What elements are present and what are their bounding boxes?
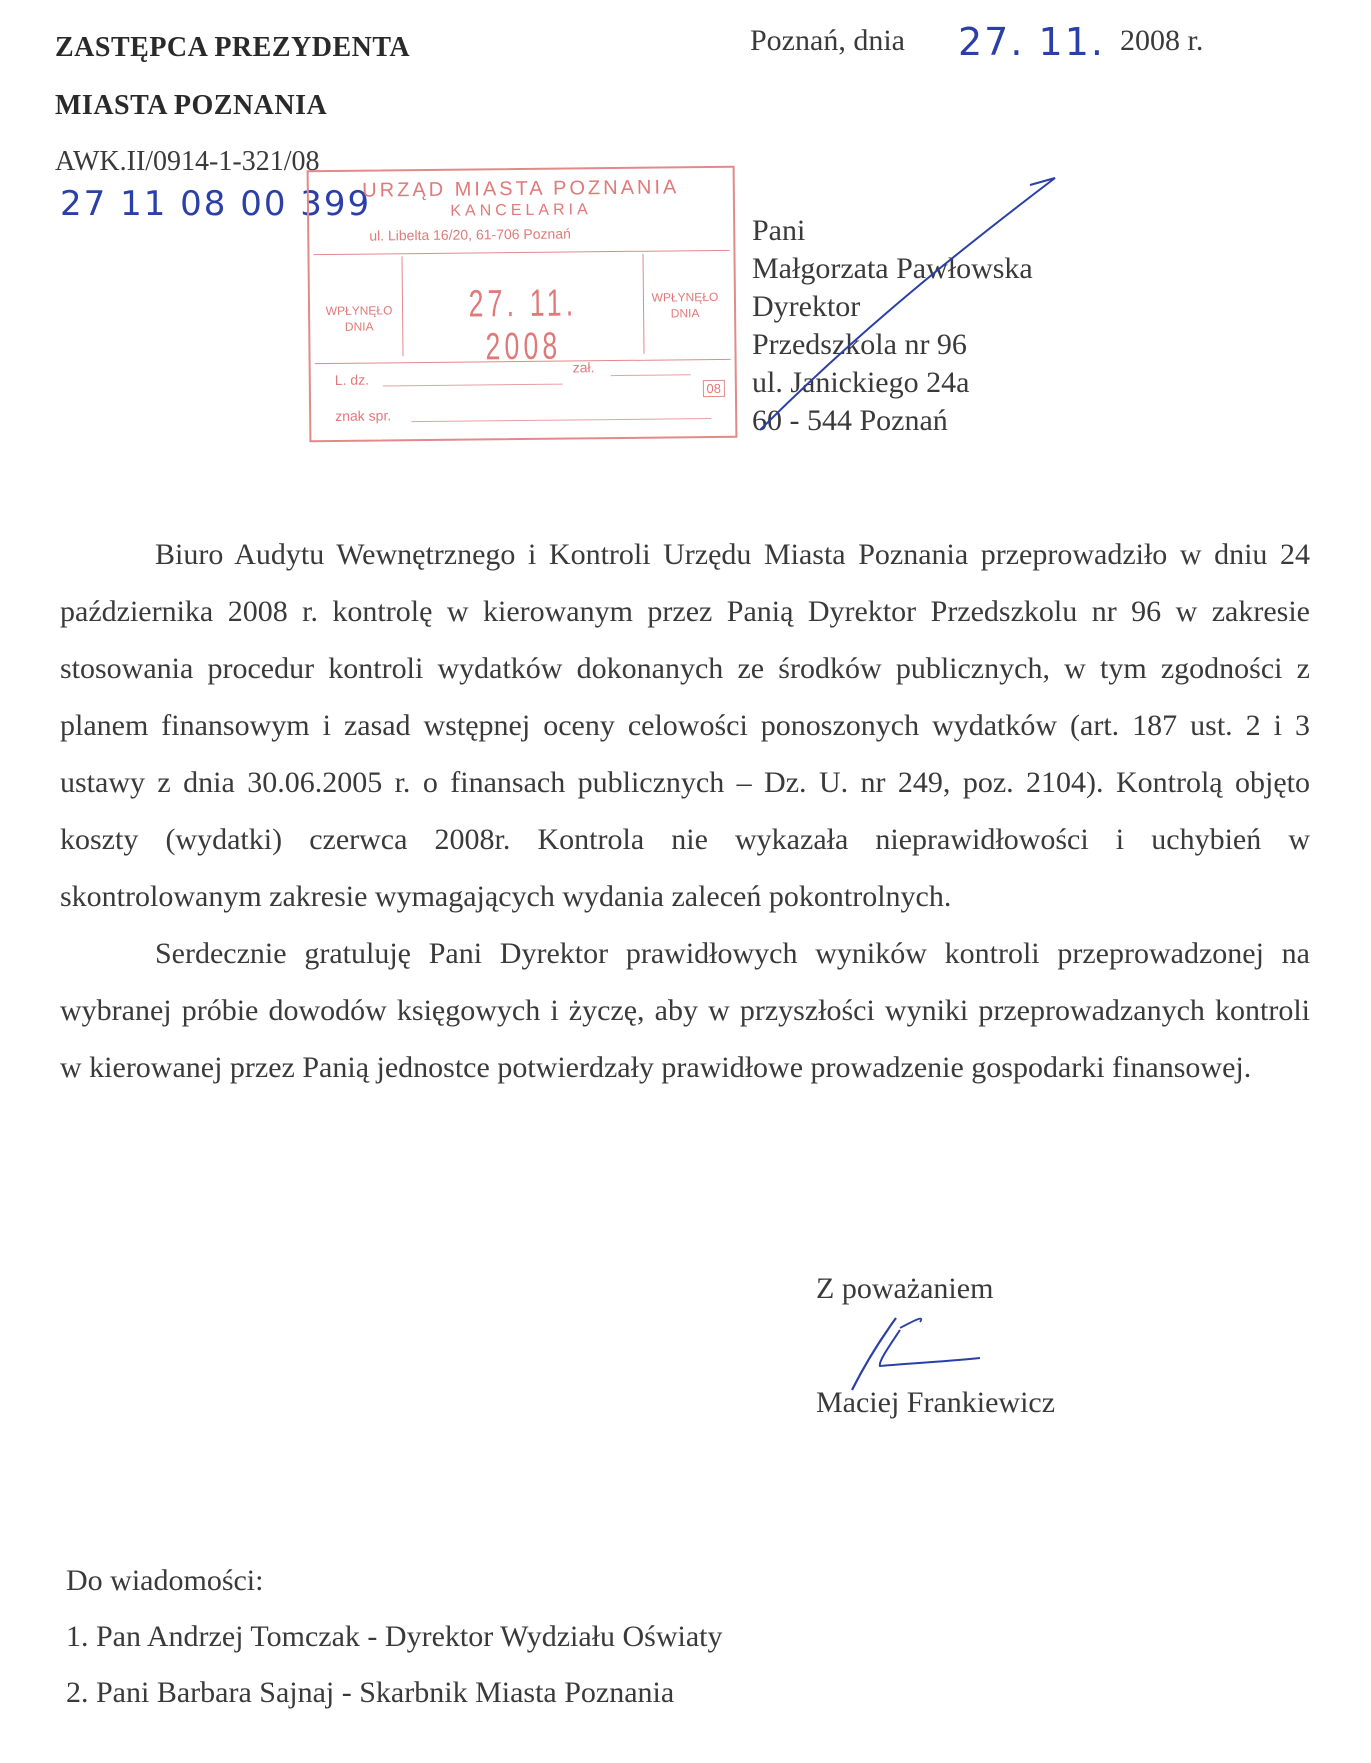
cc-title: Do wiadomości: bbox=[66, 1564, 264, 1597]
reference-number: AWK.II/0914-1-321/08 bbox=[55, 146, 320, 177]
body-paragraph-1: Biuro Audytu Wewnętrznego i Kontroli Urzędu Miasta Poznania przeprowadziło w dniu 24 października 2008 r. kontrolę w kierowanym przez Panią Dyrektor Przedszkolu nr 96 w zakresie stosowania procedur kontroli wydatków dokonanych ze środków publicznych, w tym zgodności z planem finansowym i zasad wstępnej oceny celowości ponoszonych wydatków (art. 187 ust. 2 i 3 ustawy z dnia 30.06.2005 r. o finansach publicznych – Dz. U. nr 249, poz. 2104). Kontrolą objęto koszty (wydatki) czerwca 2008r. Kontrola nie wykazała nieprawidłowości i uchybień w skontrolowanym zakresie wymagających wydania zaleceń pokontrolnych. bbox=[60, 538, 1310, 913]
handwritten-date: 27. 11. bbox=[958, 20, 1105, 64]
signatory-name: Maciej Frankiewicz bbox=[816, 1386, 1056, 1419]
closing-salutation: Z poważaniem bbox=[816, 1272, 994, 1305]
cc-item: 1. Pan Andrzej Tomczak - Dyrektor Wydziału Oświaty bbox=[66, 1620, 723, 1653]
stamp-zal-label: zał. bbox=[572, 359, 595, 376]
recipient-street: ul. Janickiego 24a bbox=[752, 366, 970, 399]
stamp-received-label-right: WPŁYNĘŁO DNIA bbox=[651, 289, 719, 321]
recipient-city: 60 - 544 Poznań bbox=[752, 404, 948, 437]
stamp-ldz-label: L. dz. bbox=[334, 371, 370, 388]
stamp-date: 27. 11. 2008 bbox=[468, 282, 578, 369]
recipient-salutation: Pani bbox=[752, 214, 806, 247]
recipient-institution: Przedszkola nr 96 bbox=[752, 328, 967, 361]
stamp-znak-label: znak spr. bbox=[335, 407, 392, 424]
sender-title: ZASTĘPCA PREZYDENTA bbox=[55, 32, 411, 63]
stamp-office: URZĄD MIASTA POZNANIA bbox=[362, 176, 680, 202]
cc-item: 2. Pani Barbara Sajnaj - Skarbnik Miasta Poznania bbox=[66, 1676, 675, 1709]
stamp-received-label-left: WPŁYNĘŁO DNIA bbox=[325, 303, 393, 334]
handwritten-registration-number: 27 11 08 00 399 bbox=[60, 184, 372, 224]
stamp-address: ul. Libelta 16/20, 61-706 Poznań bbox=[369, 225, 571, 244]
stamp-year-code: 08 bbox=[702, 380, 725, 397]
stamp-department: KANCELARIA bbox=[450, 201, 592, 220]
recipient-position: Dyrektor bbox=[752, 290, 861, 323]
body-paragraph-2: Serdecznie gratuluję Pani Dyrektor prawidłowych wyników kontroli przeprowadzonej na wybranej próbie dowodów księgowych i życzę, aby w przyszłości wyniki przeprowadzanych kontroli w kierowanej przez Panią jednostce potwierdzały prawidłowe prowadzenie gospodarki finansowej. bbox=[60, 937, 1310, 1084]
handwritten-signature bbox=[852, 1318, 980, 1390]
acknowledgement-stroke bbox=[760, 178, 1055, 430]
date-year: 2008 r. bbox=[1120, 24, 1204, 57]
recipient-name: Małgorzata Pawłowska bbox=[752, 252, 1033, 285]
place-date-label: Poznań, dnia bbox=[750, 24, 905, 57]
sender-city: MIASTA POZNANIA bbox=[55, 90, 328, 121]
